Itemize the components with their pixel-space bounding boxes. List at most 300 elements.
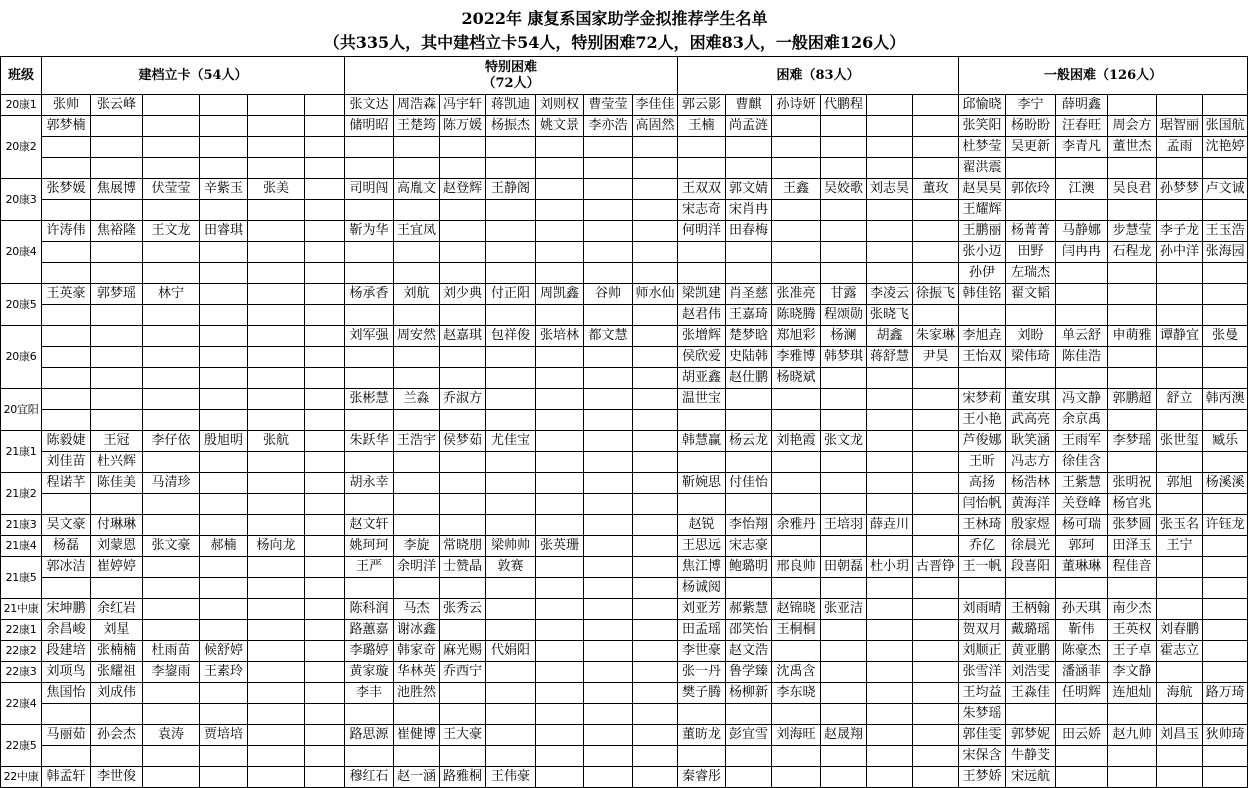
student-name-cell: 李青凡 [1056,137,1108,158]
student-name-cell: 鲁学臻 [726,662,772,683]
empty-cell [867,200,913,221]
empty-cell [248,263,305,284]
student-name-cell: 江澳 [1056,179,1108,200]
student-name-cell: 沈艳婷 [1203,137,1248,158]
student-name-cell: 杜兴辉 [91,452,143,473]
empty-cell [821,683,867,704]
student-name-cell: 闫冉冉 [1056,242,1108,263]
empty-cell [867,473,913,494]
empty-cell [633,641,678,662]
empty-cell [305,641,345,662]
class-cell: 22康2 [1,641,42,662]
student-list-table [0,56,1248,788]
empty-cell [633,263,678,284]
empty-cell [913,599,959,620]
student-name-cell: 候舒婷 [200,641,248,662]
empty-cell [143,746,200,767]
student-name-cell: 张耀祖 [91,662,143,683]
empty-cell [633,305,678,326]
empty-cell [867,536,913,557]
empty-cell [1157,347,1203,368]
student-name-cell: 路万琦 [1203,683,1248,704]
empty-cell [200,389,248,410]
student-name-cell: 卢文诚 [1203,179,1248,200]
empty-cell [305,599,345,620]
empty-cell [633,473,678,494]
table-row [1,242,1248,263]
empty-cell [821,368,867,389]
student-name-cell: 乔亿 [959,536,1006,557]
student-name-cell: 士赞晶 [440,557,486,578]
student-name-cell: 程佳音 [1108,557,1157,578]
empty-cell [345,494,394,515]
student-name-cell: 常晓朋 [440,536,486,557]
empty-cell [678,137,726,158]
student-name-cell: 田孟瑶 [678,620,726,641]
empty-cell [536,704,584,725]
empty-cell [1203,599,1248,620]
empty-cell [91,746,143,767]
empty-cell [345,263,394,284]
empty-cell [726,452,772,473]
table-row [1,368,1248,389]
student-name-cell: 张文豪 [143,536,200,557]
student-name-cell: 徐佳含 [1056,452,1108,473]
empty-cell [772,494,821,515]
empty-cell [1157,494,1203,515]
class-cell: 22康1 [1,620,42,641]
empty-cell [394,347,440,368]
student-name-cell: 余雅丹 [772,515,821,536]
empty-cell [143,347,200,368]
empty-cell [305,95,345,116]
empty-cell [913,242,959,263]
empty-cell [1056,368,1108,389]
table-row [1,410,1248,431]
empty-cell [486,599,536,620]
empty-cell [584,158,633,179]
empty-cell [536,599,584,620]
empty-cell [913,767,959,788]
empty-cell [821,389,867,410]
student-name-cell: 王耀辉 [959,200,1006,221]
student-name-cell: 储明昭 [345,116,394,137]
empty-cell [440,494,486,515]
student-name-cell: 殷旭明 [200,431,248,452]
empty-cell [143,200,200,221]
empty-cell [143,137,200,158]
student-name-cell: 王宁 [1157,536,1203,557]
empty-cell [143,305,200,326]
empty-cell [772,116,821,137]
class-cell: 21康4 [1,536,42,557]
empty-cell [42,578,91,599]
student-name-cell: 郭冰洁 [42,557,91,578]
student-name-cell: 石程龙 [1108,242,1157,263]
empty-cell [305,704,345,725]
empty-cell [486,368,536,389]
empty-cell [772,137,821,158]
student-name-cell: 韩家奇 [394,641,440,662]
student-name-cell: 杜小玥 [867,557,913,578]
empty-cell [633,515,678,536]
empty-cell [305,179,345,200]
empty-cell [440,263,486,284]
empty-cell [486,347,536,368]
empty-cell [584,473,633,494]
student-name-cell: 韩佳铭 [959,284,1006,305]
student-name-cell: 崔健博 [394,725,440,746]
student-name-cell: 田野 [1006,242,1056,263]
empty-cell [726,494,772,515]
header-kunnan: 困难（83人） [678,57,959,95]
empty-cell [678,263,726,284]
student-name-cell: 郭鹏超 [1108,389,1157,410]
empty-cell [867,158,913,179]
student-name-cell: 甘露 [821,284,867,305]
student-name-cell: 李怡翔 [726,515,772,536]
student-name-cell: 郭佳雯 [959,725,1006,746]
empty-cell [248,242,305,263]
empty-cell [1006,305,1056,326]
empty-cell [821,137,867,158]
empty-cell [305,305,345,326]
student-name-cell: 孟雨 [1157,137,1203,158]
empty-cell [42,158,91,179]
student-name-cell: 辛紫玉 [200,179,248,200]
empty-cell [1157,368,1203,389]
empty-cell [633,431,678,452]
student-name-cell: 吴姣歌 [821,179,867,200]
empty-cell [143,158,200,179]
empty-cell [633,620,678,641]
empty-cell [200,620,248,641]
empty-cell [143,767,200,788]
empty-cell [1056,263,1108,284]
student-name-cell: 张美 [248,179,305,200]
empty-cell [821,620,867,641]
empty-cell [248,221,305,242]
empty-cell [248,326,305,347]
empty-cell [440,158,486,179]
empty-cell [200,305,248,326]
empty-cell [305,683,345,704]
empty-cell [440,746,486,767]
student-name-cell: 胡永幸 [345,473,394,494]
student-name-cell: 路雅桐 [440,767,486,788]
empty-cell [584,746,633,767]
student-name-cell: 张世玺 [1157,431,1203,452]
class-cell: 21中康 [1,599,42,620]
empty-cell [1157,263,1203,284]
empty-cell [486,221,536,242]
student-name-cell: 赵九帅 [1108,725,1157,746]
empty-cell [200,137,248,158]
empty-cell [584,494,633,515]
empty-cell [584,410,633,431]
student-name-cell: 戴璐瑶 [1006,620,1056,641]
student-name-cell: 李旭垚 [959,326,1006,347]
student-name-cell: 崔婷婷 [91,557,143,578]
student-name-cell: 高胤文 [394,179,440,200]
empty-cell [633,662,678,683]
student-name-cell: 余明洋 [394,557,440,578]
student-name-cell: 黄海洋 [1006,494,1056,515]
student-name-cell: 吴良君 [1108,179,1157,200]
empty-cell [1157,200,1203,221]
empty-cell [200,242,248,263]
student-name-cell: 焦展博 [91,179,143,200]
empty-cell [394,410,440,431]
student-name-cell: 芦俊娜 [959,431,1006,452]
empty-cell [248,284,305,305]
empty-cell [959,368,1006,389]
empty-cell [200,473,248,494]
student-name-cell: 王大豪 [440,725,486,746]
empty-cell [394,515,440,536]
empty-cell [1108,95,1157,116]
student-name-cell: 张国航 [1203,116,1248,137]
empty-cell [1157,662,1203,683]
empty-cell [42,410,91,431]
empty-cell [1203,263,1248,284]
student-name-cell: 申萌雅 [1108,326,1157,347]
empty-cell [143,704,200,725]
class-cell: 20康3 [1,179,42,221]
student-name-cell: 林宁 [143,284,200,305]
empty-cell [772,263,821,284]
student-name-cell: 郭梦瑶 [91,284,143,305]
empty-cell [867,389,913,410]
empty-cell [536,158,584,179]
empty-cell [345,137,394,158]
empty-cell [584,347,633,368]
empty-cell [91,305,143,326]
student-name-cell: 殷家煜 [1006,515,1056,536]
empty-cell [536,263,584,284]
table-row [1,620,1248,641]
empty-cell [821,200,867,221]
empty-cell [1157,767,1203,788]
student-name-cell: 刘艳霞 [772,431,821,452]
empty-cell [633,368,678,389]
student-name-cell: 马杰 [394,599,440,620]
empty-cell [345,410,394,431]
empty-cell [913,305,959,326]
student-name-cell: 李世豪 [678,641,726,662]
empty-cell [143,95,200,116]
student-name-cell: 袁涛 [143,725,200,746]
empty-cell [536,473,584,494]
empty-cell [867,620,913,641]
empty-cell [913,683,959,704]
empty-cell [772,746,821,767]
student-name-cell: 杨晓斌 [772,368,821,389]
empty-cell [1157,305,1203,326]
student-name-cell: 曹麒 [726,95,772,116]
empty-cell [143,557,200,578]
student-name-cell: 赵文轩 [345,515,394,536]
empty-cell [536,494,584,515]
student-name-cell: 左瑞杰 [1006,263,1056,284]
empty-cell [867,578,913,599]
empty-cell [536,578,584,599]
student-name-cell: 王紫慧 [1056,473,1108,494]
empty-cell [248,641,305,662]
empty-cell [486,389,536,410]
student-name-cell: 田春梅 [726,221,772,242]
student-name-cell: 杨云龙 [726,431,772,452]
empty-cell [584,767,633,788]
empty-cell [1157,578,1203,599]
empty-cell [200,95,248,116]
empty-cell [633,578,678,599]
class-cell: 22康4 [1,683,42,725]
empty-cell [913,473,959,494]
empty-cell [584,599,633,620]
empty-cell [305,452,345,473]
empty-cell [305,242,345,263]
empty-cell [821,473,867,494]
table-row [1,137,1248,158]
empty-cell [440,137,486,158]
empty-cell [305,158,345,179]
student-name-cell: 薛垚川 [867,515,913,536]
table-row [1,179,1248,200]
empty-cell [394,704,440,725]
student-name-cell: 张航 [248,431,305,452]
class-cell: 20康5 [1,284,42,326]
student-name-cell: 王严 [345,557,394,578]
empty-cell [1203,305,1248,326]
empty-cell [821,221,867,242]
student-name-cell: 郭云影 [678,95,726,116]
student-name-cell: 王淼佳 [1006,683,1056,704]
empty-cell [200,494,248,515]
empty-cell [305,326,345,347]
class-cell: 20康1 [1,95,42,116]
empty-cell [486,578,536,599]
empty-cell [248,515,305,536]
empty-cell [821,452,867,473]
student-name-cell: 王文龙 [143,221,200,242]
empty-cell [536,305,584,326]
table-row [1,452,1248,473]
empty-cell [1157,704,1203,725]
empty-cell [394,263,440,284]
student-name-cell: 温世宝 [678,389,726,410]
empty-cell [305,116,345,137]
empty-cell [726,746,772,767]
student-name-cell: 秦睿彤 [678,767,726,788]
empty-cell [440,578,486,599]
student-name-cell: 胡鑫 [867,326,913,347]
student-name-cell: 朱家琳 [913,326,959,347]
empty-cell [1203,620,1248,641]
empty-cell [91,200,143,221]
student-name-cell: 张玉名 [1157,515,1203,536]
empty-cell [200,347,248,368]
student-name-cell: 谢冰鑫 [394,620,440,641]
table-row [1,557,1248,578]
student-name-cell: 张文龙 [821,431,867,452]
empty-cell [486,515,536,536]
empty-cell [248,410,305,431]
student-name-cell: 赵晟翔 [821,725,867,746]
empty-cell [143,452,200,473]
student-name-cell: 李璐婷 [345,641,394,662]
student-name-cell: 冯志方 [1006,452,1056,473]
empty-cell [1006,704,1056,725]
empty-cell [345,452,394,473]
empty-cell [440,683,486,704]
empty-cell [248,767,305,788]
student-name-cell: 代娟阳 [486,641,536,662]
empty-cell [633,452,678,473]
empty-cell [200,515,248,536]
empty-cell [584,431,633,452]
empty-cell [305,263,345,284]
empty-cell [633,557,678,578]
student-name-cell: 耿笑涵 [1006,431,1056,452]
empty-cell [1056,284,1108,305]
student-name-cell: 张准亮 [772,284,821,305]
empty-cell [42,389,91,410]
empty-cell [821,410,867,431]
student-name-cell: 杜梦莹 [959,137,1006,158]
empty-cell [867,263,913,284]
student-name-cell: 王桐桐 [772,620,821,641]
empty-cell [913,200,959,221]
empty-cell [913,620,959,641]
empty-cell [248,116,305,137]
empty-cell [867,137,913,158]
empty-cell [536,683,584,704]
class-cell: 20康6 [1,326,42,389]
student-name-cell: 杨盼盼 [1006,116,1056,137]
empty-cell [536,620,584,641]
table-row [1,515,1248,536]
empty-cell [821,263,867,284]
empty-cell [584,200,633,221]
empty-cell [200,704,248,725]
empty-cell [440,200,486,221]
student-name-cell: 刘亚芳 [678,599,726,620]
empty-cell [913,368,959,389]
empty-cell [633,704,678,725]
student-name-cell: 马清珍 [143,473,200,494]
empty-cell [486,494,536,515]
empty-cell [633,725,678,746]
student-name-cell: 张晓飞 [867,305,913,326]
empty-cell [394,746,440,767]
empty-cell [536,200,584,221]
student-name-cell: 张增辉 [678,326,726,347]
empty-cell [867,725,913,746]
empty-cell [536,242,584,263]
empty-cell [584,263,633,284]
empty-cell [678,410,726,431]
student-name-cell: 陈豪杰 [1056,641,1108,662]
class-cell: 21康2 [1,473,42,515]
empty-cell [143,620,200,641]
empty-cell [536,368,584,389]
empty-cell [867,746,913,767]
empty-cell [913,221,959,242]
table-row [1,578,1248,599]
student-name-cell: 刘航 [394,284,440,305]
empty-cell [821,746,867,767]
